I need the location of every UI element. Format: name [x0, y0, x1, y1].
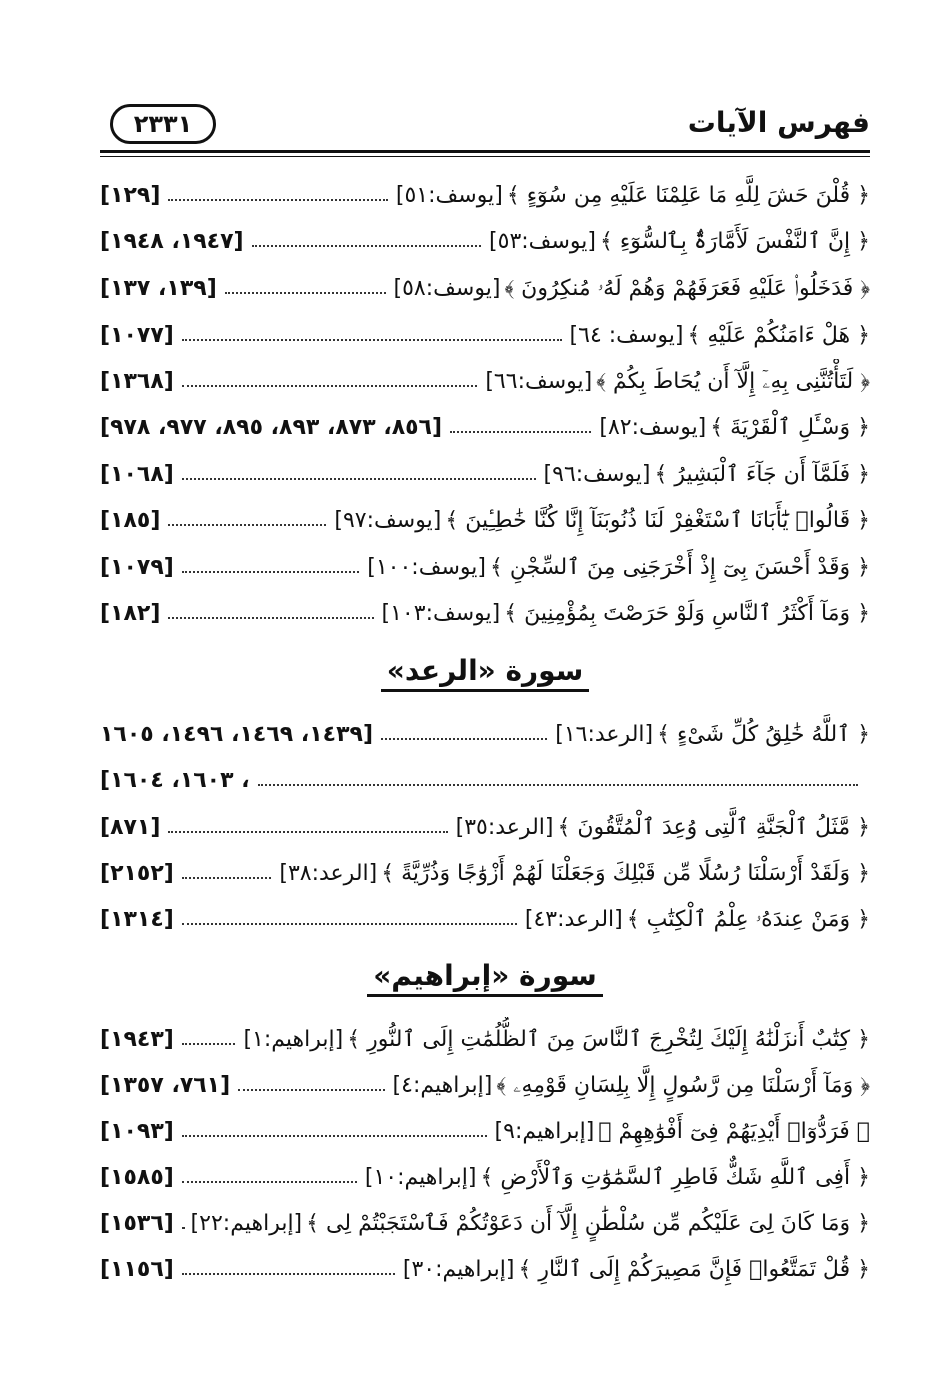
leader-dots	[182, 1227, 183, 1229]
page-header	[100, 98, 870, 150]
verse-text: ﴿ ٱللَّهُ خَٰلِقُ كُلِّ شَىْءٍ ﴾	[657, 721, 870, 747]
verse-text: ﴿ وَمَآ أَكْثَرُ ٱلنَّاسِ وَلَوْ حَرَصْتَ بِمُؤْمِنِينَ ﴾	[504, 600, 870, 626]
leader-dots	[182, 571, 359, 573]
page-title: فهرس الآيات	[687, 106, 870, 139]
sura-heading-ibrahim	[100, 950, 870, 1006]
verse-text: ﴿ قُلْنَ حَشَ لِلَّهِ مَا عَلِمْنَا عَلَيْهِ مِن سُوٓءٍ ﴾	[506, 182, 870, 208]
index-entry	[100, 452, 870, 496]
index-entry	[100, 545, 870, 589]
leader-dots	[182, 478, 536, 480]
verse-reference: [الرعد:١٦]	[555, 721, 654, 747]
index-entry	[100, 897, 870, 941]
page-refs: [١٥٨٥]	[100, 1164, 174, 1190]
leader-dots	[182, 1135, 487, 1137]
index-entry	[100, 1201, 870, 1245]
verse-reference: [إبراهيم:٤]	[392, 1072, 493, 1098]
verse-reference: [إبراهيم:١٠]	[364, 1164, 477, 1190]
page-refs: [٢١٥٢]	[100, 860, 174, 886]
leader-dots	[182, 1043, 236, 1045]
verse-text: ﴿ إِنَّ ٱلنَّفْسَ لَأَمَّارَةٌۢ بِٱلسُّوٓءِ ﴾	[599, 228, 870, 254]
verse-text: ﴿ لَتَأْتُنَّنِى بِهِۦٓ إِلَّآ أَن يُحَاطَ بِكُمْ ﴾	[596, 368, 870, 394]
leader-dots	[182, 877, 272, 879]
page-refs: [١٠٧٩]	[100, 554, 174, 580]
verse-reference: [الرعد:٤٣]	[524, 906, 623, 932]
leader-dots	[225, 292, 386, 294]
page-refs: [١٠٧٧]	[100, 322, 174, 348]
index-entry	[100, 712, 870, 756]
index-entry	[100, 1155, 870, 1199]
page-refs: [١٨٥]	[100, 507, 161, 533]
index-entry-continuation	[100, 758, 870, 802]
sura-title: سورة «الرعد»	[381, 654, 590, 692]
index-entry	[100, 498, 870, 542]
header-rule-thick	[100, 150, 870, 153]
page-refs: [١٩٤٣]	[100, 1026, 174, 1052]
page-refs: ، ١٦٠٣، ١٦٠٤]	[100, 767, 250, 793]
leader-dots	[182, 1273, 395, 1275]
verse-reference: [يوسف:٩٦]	[543, 461, 651, 487]
leader-dots	[450, 431, 591, 433]
page-refs: [١٠٩٣]	[100, 1118, 174, 1144]
page-refs: [٨٧١]	[100, 814, 161, 840]
index-entry	[100, 805, 870, 849]
page-refs: [١٥٣٦]	[100, 1210, 174, 1236]
index-entry	[100, 359, 870, 403]
index-entry	[100, 313, 870, 357]
verse-reference: [يوسف:٥٨]	[393, 275, 501, 301]
page-refs: [١٠٦٨]	[100, 461, 174, 487]
verse-text: ﴿ وَمَنْ عِندَهُۥ عِلْمُ ٱلْكِتَٰبِ ﴾	[626, 906, 870, 932]
verse-reference: [الرعد:٣٥]	[455, 814, 554, 840]
verse-reference: [يوسف:١٠٣]	[381, 600, 501, 626]
verse-reference: [إبراهيم:٣٠]	[402, 1256, 515, 1282]
page-refs: [٨٥٦، ٨٧٣، ٨٩٣، ٨٩٥، ٩٧٧، ٩٧٨]	[100, 414, 443, 440]
verse-reference: [يوسف:٥٣]	[489, 228, 596, 254]
index-entry	[100, 173, 870, 217]
verse-reference: [إبراهيم:٩]	[494, 1118, 595, 1144]
leader-dots	[182, 1181, 357, 1183]
verse-reference: [إبراهيم:٢٢]	[190, 1210, 303, 1236]
page-refs: [١٣١٤]	[100, 906, 174, 932]
verse-text: ﴿ فَدَخَلُوا۟ عَلَيْهِ فَعَرَفَهُمْ وَهُمْ لَهُۥ مُنكِرُونَ ﴾	[504, 275, 870, 301]
sura-heading-raad	[100, 645, 870, 701]
page-number: ٢٣٣١	[110, 104, 216, 144]
verse-text: ﴿ فَلَمَّآ أَن جَآءَ ٱلْبَشِيرُ ﴾	[654, 461, 870, 487]
verse-reference: [يوسف: ٦٤]	[569, 322, 684, 348]
index-entry	[100, 1247, 870, 1291]
index-entry	[100, 266, 870, 310]
page-refs: [١٩٤٧، ١٩٤٨]	[100, 228, 244, 254]
verse-text: ﴿ أَفِى ٱللَّهِ شَكٌّ فَاطِرِ ٱلسَّمَٰوَٰتِ وَٱلْأَرْضِ ﴾	[480, 1164, 870, 1190]
page-refs: [١٣٩، ١٣٧]	[100, 275, 217, 301]
page-refs: [١١٥٦]	[100, 1256, 174, 1282]
page-refs: [١٤٣٩، ١٤٦٩، ١٤٩٦، ١٦٠٥	[100, 721, 374, 747]
page-refs: [١٨٢]	[100, 600, 161, 626]
verse-text: ﴿ كِتَٰبٌ أَنزَلْنَٰهُ إِلَيْكَ لِتُخْرِجَ ٱلنَّاسَ مِنَ ٱلظُّلُمَٰتِ إِلَى ٱلنُّورِ ﴾	[347, 1026, 870, 1052]
index-entry	[100, 1109, 870, 1153]
leader-dots	[168, 524, 326, 526]
page-refs: [٧٦١، ١٣٥٧]	[100, 1072, 231, 1098]
index-entry	[100, 219, 870, 263]
verse-text: ﴿ وَقَدْ أَحْسَنَ بِىٓ إِذْ أَخْرَجَنِى مِنَ ٱلسِّجْنِ ﴾	[490, 554, 870, 580]
verse-reference: [يوسف:٦٦]	[485, 368, 593, 394]
index-entry	[100, 851, 870, 895]
page-refs: [١٣٦٨]	[100, 368, 174, 394]
header-rule-thin	[100, 156, 870, 157]
page-refs: [١٢٩]	[100, 182, 161, 208]
leader-dots	[182, 385, 477, 387]
verse-text: ﴿ هَلْ ءَامَنُكُمْ عَلَيْهِ ﴾	[687, 322, 870, 348]
leader-dots	[168, 831, 447, 833]
leader-dots	[381, 738, 547, 740]
leader-dots	[252, 245, 481, 247]
verse-text: ﴿ وَسْـَٔلِ ٱلْقَرْيَةَ ﴾	[710, 414, 870, 440]
index-entry	[100, 405, 870, 449]
verse-reference: [يوسف:١٠٠]	[367, 554, 486, 580]
index-entry	[100, 1017, 870, 1061]
leader-dots	[168, 617, 373, 619]
index-entry	[100, 591, 870, 635]
leader-dots	[168, 199, 387, 201]
leader-dots	[182, 923, 517, 925]
sura-title: سورة «إبراهيم»	[367, 959, 603, 997]
leader-dots	[182, 339, 562, 341]
verse-reference: [إبراهيم:١]	[243, 1026, 344, 1052]
verse-reference: [يوسف:٩٧]	[334, 507, 442, 533]
verse-text: ﴿ وَمَا كَانَ لِىَ عَلَيْكُم مِّن سُلْطَٰنٍ إِلَّآ أَن دَعَوْتُكُمْ فَٱسْتَجَبْتُمْ لِى ﴾	[306, 1210, 870, 1236]
verse-text: ﴿ فَرَدُّوٓا۟ أَيْدِيَهُمْ فِىٓ أَفْوَٰهِهِمْ ﴾	[598, 1118, 870, 1144]
leader-dots	[238, 1089, 384, 1091]
verse-text: ﴿ قُلْ تَمَتَّعُوا۟ فَإِنَّ مَصِيرَكُمْ إِلَى ٱلنَّارِ ﴾	[518, 1256, 870, 1282]
verse-text: ﴿ وَمَآ أَرْسَلْنَا مِن رَّسُولٍ إِلَّا بِلِسَانِ قَوْمِهِۦ ﴾	[496, 1072, 870, 1098]
leader-dots	[258, 784, 858, 786]
verse-text: ﴿ وَلَقَدْ أَرْسَلْنَا رُسُلًا مِّن قَبْلِكَ وَجَعَلْنَا لَهُمْ أَزْوَٰجًا وَذُرِّيَّةً ﴾	[381, 860, 870, 886]
verse-text: ﴿ مَّثَلُ ٱلْجَنَّةِ ٱلَّتِى وُعِدَ ٱلْمُتَّقُونَ ﴾	[557, 814, 870, 840]
verse-text: ﴿ قَالُوا۟ يَٰٓأَبَانَا ٱسْتَغْفِرْ لَنَا ذُنُوبَنَآ إِنَّا كُنَّا خَٰطِـِٔينَ ﴾	[445, 507, 870, 533]
index-entry	[100, 1063, 870, 1107]
verse-reference: [الرعد:٣٨]	[279, 860, 378, 886]
verse-reference: [يوسف:٨٢]	[599, 414, 707, 440]
verse-reference: [يوسف:٥١]	[395, 182, 503, 208]
